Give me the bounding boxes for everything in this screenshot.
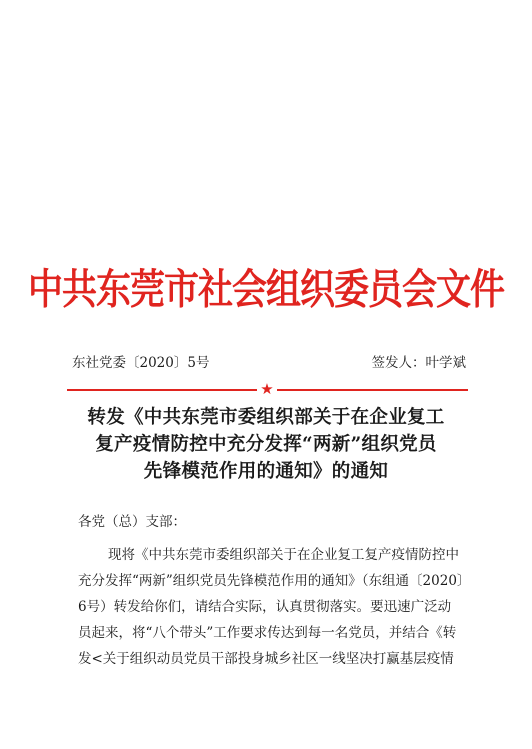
signer: 签发人：叶学斌 xyxy=(371,355,466,371)
body-line: 员起来，将“八个带头”工作要求传达到每一名党员，并结合《转 xyxy=(78,625,457,641)
title-line: 转发《中共东莞市委组织部关于在企业复工 xyxy=(87,407,445,428)
masthead-title: 中共东莞市社会组织委员会文件 xyxy=(27,266,504,314)
star-icon: ★ xyxy=(260,380,274,398)
body-line: 发<关于组织动员党员干部投身城乡社区一线坚决打赢基层疫情 xyxy=(78,651,454,667)
meta-row xyxy=(72,352,466,374)
document-number: 东社党委〔2020〕5号 xyxy=(72,355,210,371)
document-title xyxy=(50,404,482,485)
salutation: 各党（总）支部： xyxy=(78,514,186,530)
red-divider-right xyxy=(277,389,468,391)
title-line: 复产疫情防控中充分发挥“两新”组织党员 xyxy=(95,434,437,455)
title-line: 先锋模范作用的通知》的通知 xyxy=(143,461,389,482)
red-divider-left xyxy=(67,389,257,391)
body-line: 现将《中共东莞市委组织部关于在企业复工复产疫情防控中 xyxy=(108,547,459,563)
body-line: 6号）转发给你们，请结合实际，认真贯彻落实。要迅速广泛动 xyxy=(78,599,452,615)
body-line: 充分发挥“两新”组织党员先锋模范作用的通知》（东组通〔2020〕 xyxy=(78,573,471,589)
